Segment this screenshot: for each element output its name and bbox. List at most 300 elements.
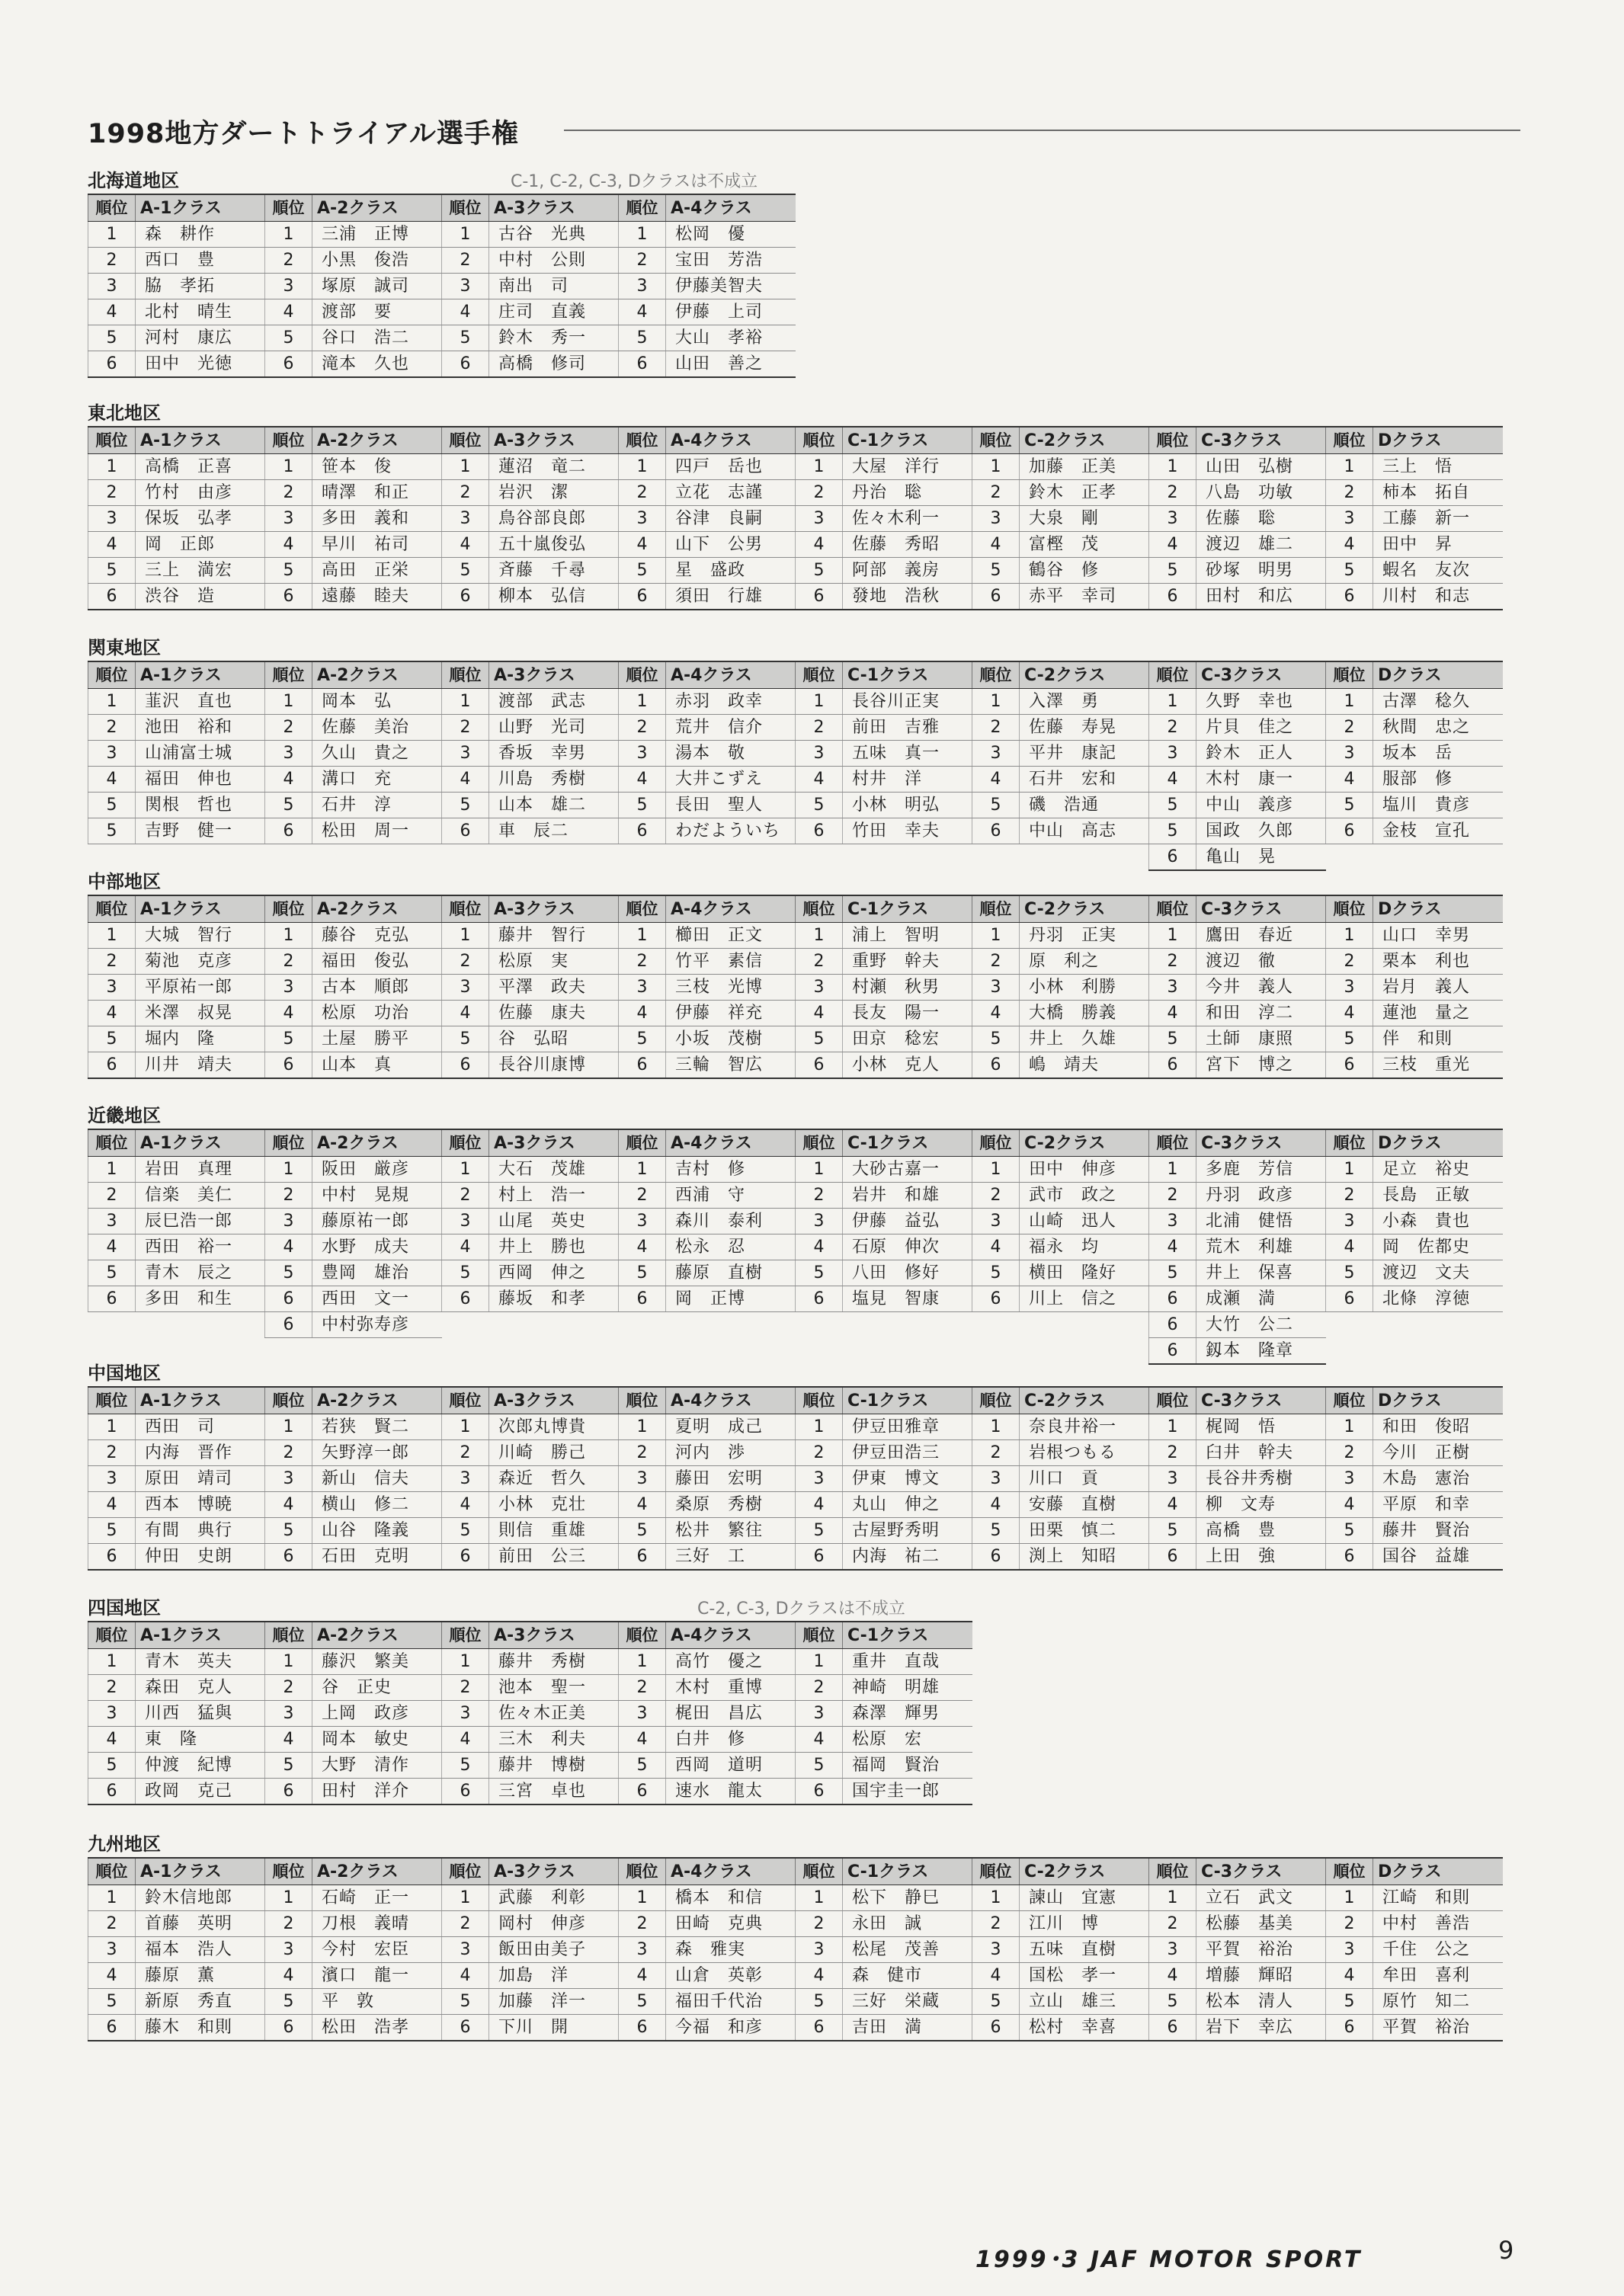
driver-name-cell: 横山 修二: [312, 1492, 442, 1518]
driver-name-cell: 大屋 洋行: [843, 454, 972, 480]
driver-name-cell: 鈴木信地郎: [136, 1885, 265, 1911]
rank-cell: 2: [442, 1675, 489, 1701]
table-row: [88, 1001, 1503, 1026]
rank-cell: 6: [796, 1286, 843, 1312]
driver-name-cell: 渋谷 造: [136, 584, 265, 610]
driver-name-cell: 塩見 智康: [843, 1286, 972, 1312]
rank-cell: 3: [1149, 1209, 1196, 1234]
rank-cell: 3: [1326, 1937, 1373, 1963]
rank-cell: 1: [442, 923, 489, 949]
driver-name-cell: 平賀 裕治: [1196, 1937, 1326, 1963]
rank-header: 順位: [796, 895, 843, 923]
driver-name-cell: 山倉 英彰: [666, 1963, 796, 1989]
table-header-row: [88, 194, 796, 222]
driver-name-cell: 川村 和志: [1373, 584, 1503, 610]
driver-name-cell: 岩月 義人: [1373, 975, 1503, 1001]
driver-name-cell: 蓮沼 竜二: [489, 454, 619, 480]
rank-cell: 3: [619, 1701, 666, 1727]
rank-cell: 3: [1326, 1209, 1373, 1234]
rank-cell: 4: [265, 767, 312, 793]
rank-cell: 2: [972, 480, 1020, 506]
rank-cell: 5: [88, 1518, 136, 1544]
driver-name-cell: 三枝 重光: [1373, 1052, 1503, 1079]
rank-cell: 4: [972, 767, 1020, 793]
rank-cell: 4: [796, 1234, 843, 1260]
driver-name-cell: 渡辺 文夫: [1373, 1260, 1503, 1286]
rank-cell: 6: [265, 1779, 312, 1805]
driver-name-cell: 臼井 幹夫: [1196, 1440, 1326, 1466]
table-row: [88, 923, 1503, 949]
table-row: [88, 1911, 1503, 1937]
table-row: [88, 480, 1503, 506]
driver-name-cell: 福岡 賢治: [843, 1753, 972, 1779]
rank-cell: 2: [265, 1675, 312, 1701]
rank-cell: 5: [88, 1026, 136, 1052]
region-header: [88, 1595, 972, 1621]
empty-cell: [666, 1312, 796, 1338]
driver-name-cell: 吉田 満: [843, 2015, 972, 2041]
rank-cell: 5: [88, 1260, 136, 1286]
rank-cell: 6: [1149, 1338, 1196, 1365]
driver-name-cell: 小林 明弘: [843, 793, 972, 818]
rank-cell: 4: [972, 1492, 1020, 1518]
driver-name-cell: 川井 靖夫: [136, 1052, 265, 1079]
rank-cell: 4: [88, 532, 136, 558]
region-header: [88, 635, 1503, 661]
driver-name-cell: 八田 修好: [843, 1260, 972, 1286]
rank-cell: 4: [265, 1963, 312, 1989]
class-header: C-3クラス: [1196, 1129, 1326, 1157]
table-row: [88, 1675, 972, 1701]
class-header: C-1クラス: [843, 1387, 972, 1414]
driver-name-cell: 岩下 幸広: [1196, 2015, 1326, 2041]
rank-cell: 3: [1149, 1937, 1196, 1963]
rank-cell: 2: [1149, 1440, 1196, 1466]
driver-name-cell: 蓮池 量之: [1373, 1001, 1503, 1026]
rank-cell: 4: [619, 1234, 666, 1260]
driver-name-cell: 川西 猛與: [136, 1701, 265, 1727]
rank-cell: 5: [972, 793, 1020, 818]
driver-name-cell: 今村 宏臣: [312, 1937, 442, 1963]
table-row: [88, 584, 1503, 610]
driver-name-cell: 濱口 龍一: [312, 1963, 442, 1989]
rank-cell: 4: [972, 1234, 1020, 1260]
rank-cell: 4: [442, 1727, 489, 1753]
driver-name-cell: 斉藤 千尋: [489, 558, 619, 584]
driver-name-cell: 塩川 貴彦: [1373, 793, 1503, 818]
rank-cell: 5: [88, 325, 136, 351]
driver-name-cell: 伊藤 上司: [666, 299, 796, 325]
rank-cell: 3: [619, 741, 666, 767]
driver-name-cell: 三浦 正博: [312, 222, 442, 248]
region-section: [88, 869, 1503, 1079]
driver-name-cell: 今福 和彦: [666, 2015, 796, 2041]
rank-cell: 5: [88, 818, 136, 844]
driver-name-cell: 佐藤 美治: [312, 715, 442, 741]
driver-name-cell: 丹治 聡: [843, 480, 972, 506]
rank-cell: 6: [265, 2015, 312, 2041]
driver-name-cell: 岡本 弘: [312, 689, 442, 715]
driver-name-cell: 丹羽 正実: [1020, 923, 1149, 949]
table-row: [88, 1989, 1503, 2015]
table-row: [88, 1492, 1503, 1518]
rank-cell: 1: [88, 689, 136, 715]
rank-cell: 4: [796, 1492, 843, 1518]
region-header: [88, 400, 1503, 426]
rank-cell: 2: [88, 1911, 136, 1937]
driver-name-cell: 谷口 浩二: [312, 325, 442, 351]
table-row: [88, 532, 1503, 558]
table-row: [88, 1518, 1503, 1544]
rank-cell: 2: [619, 1183, 666, 1209]
driver-name-cell: 米澤 叔晃: [136, 1001, 265, 1026]
page-title: 1998地方ダートトライアル選手権: [88, 119, 519, 149]
results-table: [88, 895, 1503, 1079]
rank-cell: 3: [972, 506, 1020, 532]
class-header: C-1クラス: [843, 427, 972, 454]
driver-name-cell: 成瀬 満: [1196, 1286, 1326, 1312]
rank-cell: 3: [796, 1466, 843, 1492]
driver-name-cell: 藤井 博樹: [489, 1753, 619, 1779]
driver-name-cell: 福田千代治: [666, 1989, 796, 2015]
rank-cell: 6: [88, 584, 136, 610]
class-header: A-4クラス: [666, 661, 796, 689]
class-header: A-3クラス: [489, 1387, 619, 1414]
rank-cell: 2: [1326, 1183, 1373, 1209]
rank-cell: 4: [619, 1727, 666, 1753]
driver-name-cell: 青木 辰之: [136, 1260, 265, 1286]
driver-name-cell: 藤原祐一郎: [312, 1209, 442, 1234]
empty-cell: [489, 844, 619, 871]
empty-cell: [1326, 1312, 1373, 1338]
class-header: C-1クラス: [843, 661, 972, 689]
rank-cell: 6: [796, 1544, 843, 1571]
class-header: C-3クラス: [1196, 1387, 1326, 1414]
rank-header: 順位: [1326, 895, 1373, 923]
rank-header: 順位: [1149, 1858, 1196, 1885]
rank-cell: 3: [442, 975, 489, 1001]
rank-header: 順位: [619, 194, 666, 222]
driver-name-cell: 佐々木正美: [489, 1701, 619, 1727]
rank-cell: 6: [88, 351, 136, 378]
driver-name-cell: 伊藤美智夫: [666, 274, 796, 299]
table-header-row: [88, 661, 1503, 689]
rank-cell: 1: [972, 454, 1020, 480]
rank-header: 順位: [796, 661, 843, 689]
empty-cell: [796, 1312, 843, 1338]
rank-cell: 1: [972, 1414, 1020, 1440]
rank-cell: 4: [1326, 1492, 1373, 1518]
empty-cell: [265, 844, 312, 871]
driver-name-cell: 北浦 健悟: [1196, 1209, 1326, 1234]
driver-name-cell: 西田 裕一: [136, 1234, 265, 1260]
rank-header: 順位: [796, 427, 843, 454]
driver-name-cell: 森 雅実: [666, 1937, 796, 1963]
empty-cell: [972, 844, 1020, 871]
driver-name-cell: 森 耕作: [136, 222, 265, 248]
rank-cell: 3: [442, 741, 489, 767]
table-row: [88, 1885, 1503, 1911]
rank-cell: 2: [88, 715, 136, 741]
rank-cell: 2: [796, 1183, 843, 1209]
table-row: [88, 1701, 972, 1727]
driver-name-cell: 多田 和生: [136, 1286, 265, 1312]
rank-cell: 4: [88, 1001, 136, 1026]
driver-name-cell: 宮下 博之: [1196, 1052, 1326, 1079]
driver-name-cell: 秋間 忠之: [1373, 715, 1503, 741]
rank-cell: 5: [796, 1260, 843, 1286]
rank-cell: 4: [1326, 1001, 1373, 1026]
table-row: [88, 715, 1503, 741]
driver-name-cell: 長島 正敏: [1373, 1183, 1503, 1209]
driver-name-cell: 土屋 勝平: [312, 1026, 442, 1052]
rank-cell: 4: [265, 1234, 312, 1260]
rank-cell: 2: [265, 1911, 312, 1937]
rank-header: 順位: [972, 1129, 1020, 1157]
driver-name-cell: 三上 悟: [1373, 454, 1503, 480]
driver-name-cell: 中村 善浩: [1373, 1911, 1503, 1937]
driver-name-cell: 堀内 隆: [136, 1026, 265, 1052]
class-header: Dクラス: [1373, 1858, 1503, 1885]
rank-header: 順位: [1149, 661, 1196, 689]
empty-cell: [312, 844, 442, 871]
table-row: [88, 1026, 1503, 1052]
driver-name-cell: 森田 克人: [136, 1675, 265, 1701]
driver-name-cell: 長友 陽一: [843, 1001, 972, 1026]
rank-header: 順位: [619, 427, 666, 454]
driver-name-cell: 松本 清人: [1196, 1989, 1326, 2015]
rank-cell: 5: [1149, 558, 1196, 584]
rank-header: 順位: [619, 1129, 666, 1157]
class-header: A-4クラス: [666, 1387, 796, 1414]
driver-name-cell: 西田 文一: [312, 1286, 442, 1312]
rank-header: 順位: [796, 1387, 843, 1414]
rank-cell: 2: [619, 1675, 666, 1701]
results-table: [88, 426, 1503, 610]
rank-cell: 6: [1326, 2015, 1373, 2041]
rank-cell: 1: [265, 689, 312, 715]
table-row: [88, 1260, 1503, 1286]
rank-header: 順位: [265, 1129, 312, 1157]
rank-cell: 3: [1326, 506, 1373, 532]
rank-cell: 3: [265, 975, 312, 1001]
driver-name-cell: 松藤 基美: [1196, 1911, 1326, 1937]
rank-header: 順位: [619, 661, 666, 689]
class-header: A-1クラス: [136, 194, 265, 222]
rank-cell: 1: [972, 923, 1020, 949]
table-row: [88, 248, 796, 274]
table-row: [88, 1649, 972, 1675]
driver-name-cell: 山野 光司: [489, 715, 619, 741]
driver-name-cell: 溝口 充: [312, 767, 442, 793]
driver-name-cell: 遠藤 睦夫: [312, 584, 442, 610]
driver-name-cell: 赤平 幸司: [1020, 584, 1149, 610]
rank-cell: 1: [88, 923, 136, 949]
rank-cell: 3: [265, 1466, 312, 1492]
rank-header: 順位: [265, 895, 312, 923]
driver-name-cell: 西岡 道明: [666, 1753, 796, 1779]
rank-cell: 2: [796, 480, 843, 506]
class-header: C-2クラス: [1020, 1387, 1149, 1414]
rank-header: 順位: [442, 1858, 489, 1885]
driver-name-cell: 谷 正史: [312, 1675, 442, 1701]
rank-cell: 6: [1326, 584, 1373, 610]
driver-name-cell: 入澤 勇: [1020, 689, 1149, 715]
rank-cell: 3: [796, 1209, 843, 1234]
rank-header: 順位: [619, 1858, 666, 1885]
table-row: [88, 689, 1503, 715]
rank-cell: 4: [1149, 1001, 1196, 1026]
rank-header: 順位: [442, 661, 489, 689]
region-name: 中部地区: [88, 871, 161, 892]
empty-cell: [666, 844, 796, 871]
rank-cell: 6: [265, 1052, 312, 1079]
rank-cell: 5: [442, 325, 489, 351]
driver-name-cell: 南出 司: [489, 274, 619, 299]
driver-name-cell: 四戸 岳也: [666, 454, 796, 480]
table-row: [88, 949, 1503, 975]
driver-name-cell: 竹田 幸夫: [843, 818, 972, 844]
rank-cell: 2: [619, 949, 666, 975]
rank-cell: 3: [619, 1209, 666, 1234]
rank-cell: 4: [1149, 1963, 1196, 1989]
rank-header: 順位: [88, 661, 136, 689]
rank-cell: 1: [619, 1414, 666, 1440]
driver-name-cell: 藤坂 和孝: [489, 1286, 619, 1312]
rank-cell: 2: [442, 949, 489, 975]
rank-cell: 4: [1149, 532, 1196, 558]
rank-cell: 5: [442, 1989, 489, 2015]
region-section: [88, 1103, 1503, 1365]
driver-name-cell: 立花 志謹: [666, 480, 796, 506]
driver-name-cell: 新山 信夫: [312, 1466, 442, 1492]
class-header: A-4クラス: [666, 194, 796, 222]
driver-name-cell: 小林 克人: [843, 1052, 972, 1079]
rank-header: 順位: [1326, 1387, 1373, 1414]
region-name: 九州地区: [88, 1833, 161, 1855]
driver-name-cell: 大石 茂雄: [489, 1157, 619, 1183]
driver-name-cell: 佐藤 寿晃: [1020, 715, 1149, 741]
rank-cell: 5: [619, 1989, 666, 2015]
driver-name-cell: 新原 秀直: [136, 1989, 265, 2015]
table-row: [88, 454, 1503, 480]
rank-cell: 3: [265, 506, 312, 532]
driver-name-cell: 北村 晴生: [136, 299, 265, 325]
driver-name-cell: 小坂 茂樹: [666, 1026, 796, 1052]
rank-cell: 6: [442, 351, 489, 378]
class-header: A-2クラス: [312, 1858, 442, 1885]
rank-cell: 2: [1149, 1183, 1196, 1209]
table-row: [88, 1157, 1503, 1183]
driver-name-cell: 金枝 宣孔: [1373, 818, 1503, 844]
driver-name-cell: 藤木 和則: [136, 2015, 265, 2041]
rank-cell: 2: [88, 248, 136, 274]
driver-name-cell: 早川 祐司: [312, 532, 442, 558]
driver-name-cell: 北條 淳徳: [1373, 1286, 1503, 1312]
driver-name-cell: 岡本 敏史: [312, 1727, 442, 1753]
driver-name-cell: 藤井 智行: [489, 923, 619, 949]
rank-cell: 4: [972, 532, 1020, 558]
rank-header: 順位: [1326, 661, 1373, 689]
driver-name-cell: 西田 司: [136, 1414, 265, 1440]
driver-name-cell: 村上 浩一: [489, 1183, 619, 1209]
rank-cell: 2: [1149, 715, 1196, 741]
table-header-row: [88, 1622, 972, 1649]
rank-cell: 2: [442, 1183, 489, 1209]
driver-name-cell: 佐藤 康夫: [489, 1001, 619, 1026]
rank-header: 順位: [796, 1129, 843, 1157]
rank-cell: 4: [796, 767, 843, 793]
class-header: A-1クラス: [136, 1622, 265, 1649]
table-row: [88, 1440, 1503, 1466]
driver-name-cell: 庄司 直義: [489, 299, 619, 325]
driver-name-cell: 夏明 成己: [666, 1414, 796, 1440]
class-header: C-1クラス: [843, 1622, 972, 1649]
rank-cell: 6: [619, 2015, 666, 2041]
rank-cell: 3: [619, 1466, 666, 1492]
class-header: A-1クラス: [136, 1129, 265, 1157]
driver-name-cell: 石田 克明: [312, 1544, 442, 1571]
driver-name-cell: 滝本 久也: [312, 351, 442, 378]
driver-name-cell: 森近 哲久: [489, 1466, 619, 1492]
rank-header: 順位: [972, 427, 1020, 454]
rank-cell: 5: [796, 1518, 843, 1544]
rank-cell: 5: [442, 1518, 489, 1544]
driver-name-cell: 山尾 英史: [489, 1209, 619, 1234]
rank-cell: 3: [619, 1937, 666, 1963]
rank-cell: 4: [796, 1727, 843, 1753]
driver-name-cell: 蝦名 友次: [1373, 558, 1503, 584]
rank-cell: 4: [88, 767, 136, 793]
driver-name-cell: 三宮 卓也: [489, 1779, 619, 1805]
rank-cell: 2: [1149, 1911, 1196, 1937]
driver-name-cell: 長谷川正実: [843, 689, 972, 715]
rank-cell: 1: [796, 1157, 843, 1183]
driver-name-cell: 三輪 智広: [666, 1052, 796, 1079]
rank-cell: 4: [88, 1492, 136, 1518]
rank-cell: 3: [796, 1701, 843, 1727]
rank-cell: 6: [88, 1286, 136, 1312]
driver-name-cell: 鈴木 秀一: [489, 325, 619, 351]
driver-name-cell: 渡辺 雄二: [1196, 532, 1326, 558]
driver-name-cell: 国谷 益雄: [1373, 1544, 1503, 1571]
driver-name-cell: 池田 裕和: [136, 715, 265, 741]
rank-cell: 1: [1149, 689, 1196, 715]
table-header-row: [88, 427, 1503, 454]
driver-name-cell: 小林 利勝: [1020, 975, 1149, 1001]
rank-cell: 4: [88, 299, 136, 325]
rank-cell: 5: [1149, 818, 1196, 844]
driver-name-cell: 竹村 由彦: [136, 480, 265, 506]
rank-cell: 4: [1326, 1234, 1373, 1260]
driver-name-cell: 井上 久雄: [1020, 1026, 1149, 1052]
rank-cell: 4: [442, 532, 489, 558]
driver-name-cell: 国宇圭一郎: [843, 1779, 972, 1805]
rank-cell: 3: [1326, 975, 1373, 1001]
rank-header: 順位: [1149, 427, 1196, 454]
rank-cell: 5: [796, 1026, 843, 1052]
rank-cell: 3: [1149, 975, 1196, 1001]
rank-cell: 4: [1149, 767, 1196, 793]
driver-name-cell: 平澤 政夫: [489, 975, 619, 1001]
class-header: A-4クラス: [666, 427, 796, 454]
rank-cell: 6: [1149, 1312, 1196, 1338]
class-header: C-1クラス: [843, 895, 972, 923]
rank-cell: 6: [1149, 584, 1196, 610]
rank-cell: 5: [972, 1518, 1020, 1544]
driver-name-cell: 奈良井裕一: [1020, 1414, 1149, 1440]
driver-name-cell: 大泉 剛: [1020, 506, 1149, 532]
